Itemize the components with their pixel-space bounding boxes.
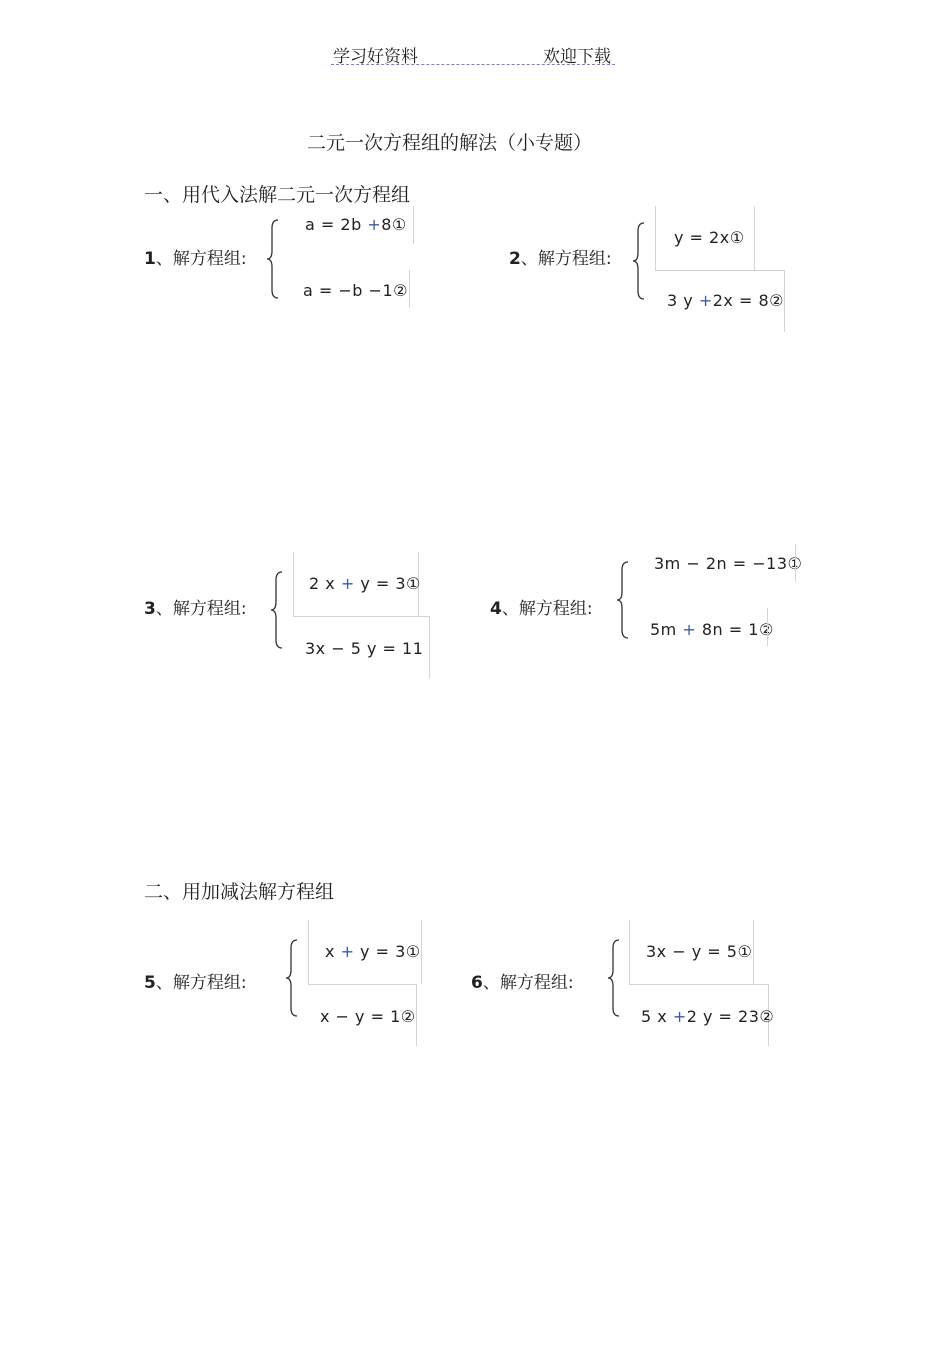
problem-5-label: 5、解方程组: <box>144 973 247 993</box>
problem-1-rule <box>413 206 414 244</box>
problem-2-rule-right <box>754 206 755 270</box>
problem-2-equation-1: y = 2x① <box>674 228 745 247</box>
header-right-text: 欢迎下载 <box>543 47 611 67</box>
problem-2-rule-left <box>655 206 656 270</box>
problem-5-rule-left <box>308 920 309 984</box>
problem-6-brace <box>607 938 621 1018</box>
problem-5-rule-right <box>421 920 422 984</box>
problem-3-label: 3、解方程组: <box>144 599 247 619</box>
problem-5-equation-2: x − y = 1② <box>320 1007 416 1026</box>
problem-3-rule-right-2 <box>429 616 430 678</box>
problem-5-rule-mid <box>308 984 416 985</box>
problem-5-equation-1: x + y = 3① <box>325 942 421 961</box>
header-dashed-underline <box>331 64 615 65</box>
problem-1-label: 1、解方程组: <box>144 249 247 269</box>
problem-1-equation-2: a = −b −1② <box>303 281 408 300</box>
problem-6-equation-1: 3x − y = 5① <box>646 942 753 961</box>
problem-6-rule-right <box>753 920 754 984</box>
problem-6-rule-left <box>629 920 630 984</box>
problem-4-label: 4、解方程组: <box>490 599 593 619</box>
problem-5-rule-right-2 <box>416 984 417 1046</box>
problem-4-equation-1: 3m − 2n = −13① <box>654 554 803 573</box>
problem-6-rule-mid <box>629 984 769 985</box>
problem-1-rule-2 <box>409 270 410 308</box>
problem-1-equation-1: a = 2b +8① <box>305 215 407 234</box>
problem-3-equation-2: 3x − 5 y = 11 <box>305 639 424 658</box>
problem-5-brace <box>285 938 299 1018</box>
problem-6-equation-2: 5 x +2 y = 23② <box>641 1007 775 1026</box>
problem-3-equation-1: 2 x + y = 3① <box>309 574 421 593</box>
problem-2-rule-right-2 <box>784 270 785 332</box>
problem-2-equation-2: 3 y +2x = 8② <box>667 291 784 310</box>
problem-3-brace <box>270 570 284 650</box>
problem-2-label: 2、解方程组: <box>509 249 612 269</box>
problem-1-brace <box>266 218 280 300</box>
problem-3-rule-mid <box>293 616 430 617</box>
problem-2-brace <box>632 221 646 301</box>
section-heading-elimination: 二、用加减法解方程组 <box>144 881 335 903</box>
problem-3-rule-left <box>293 552 294 616</box>
problem-4-rule <box>795 544 796 582</box>
header-left-text: 学习好资料 <box>333 47 418 67</box>
problem-2-rule-mid <box>655 270 785 271</box>
problem-4-rule-2 <box>767 608 768 646</box>
problem-6-label: 6、解方程组: <box>471 973 574 993</box>
problem-4-equation-2: 5m + 8n = 1② <box>650 620 774 639</box>
page-title: 二元一次方程组的解法（小专题） <box>307 132 593 154</box>
section-heading-substitution: 一、用代入法解二元一次方程组 <box>144 184 411 206</box>
problem-4-brace <box>616 560 630 640</box>
